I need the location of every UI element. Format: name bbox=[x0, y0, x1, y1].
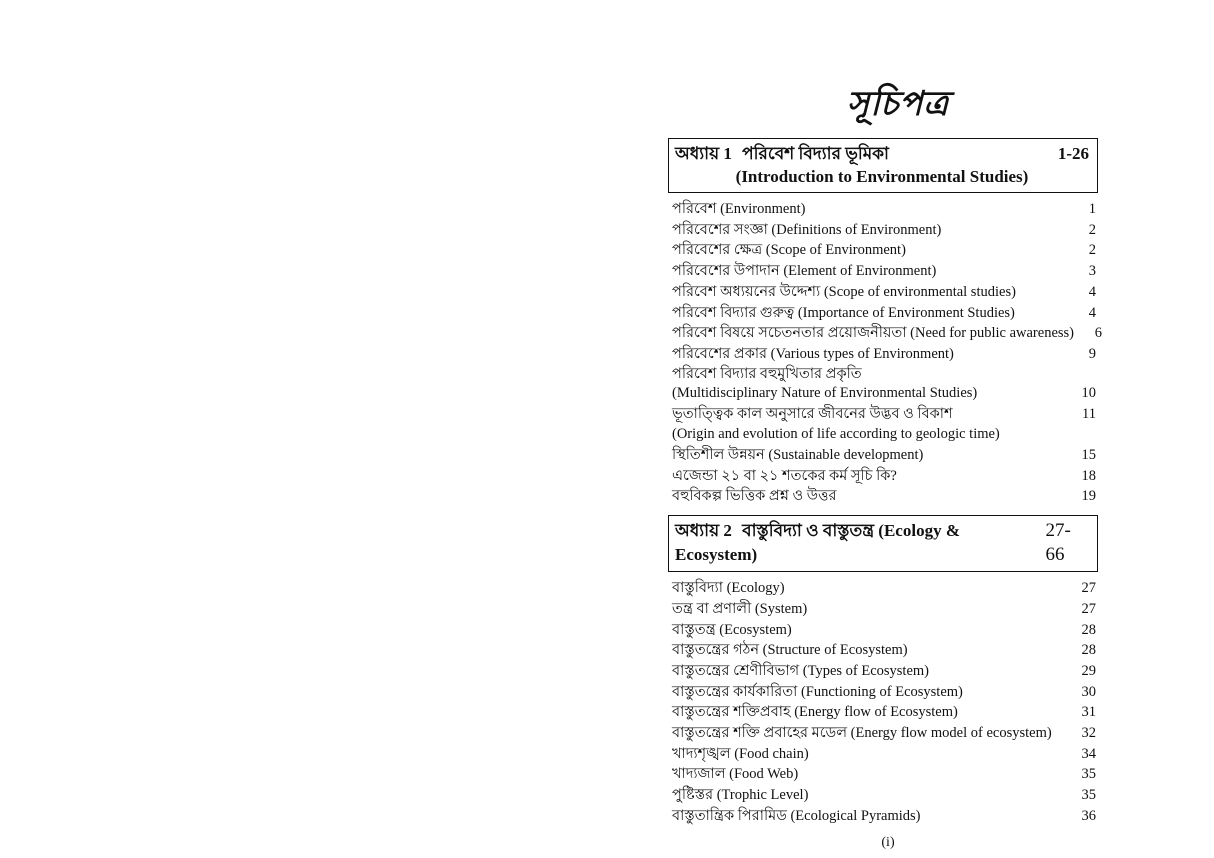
contents-page bbox=[668, 80, 1103, 851]
toc-entry[interactable] bbox=[672, 282, 1098, 303]
toc-entry[interactable] bbox=[672, 261, 1098, 282]
toc-entry-text: পরিবেশ বিষয়ে সচেতনতার প্রয়োজনীয়তা (Need for public awareness) bbox=[672, 325, 1075, 342]
toc-entry-page: 10 bbox=[1081, 384, 1096, 401]
toc-entry[interactable] bbox=[672, 220, 1098, 241]
toc-entry-text-line2: (Multidisciplinary Nature of Environmental Studies) bbox=[672, 385, 978, 402]
chapter-1-entries bbox=[668, 199, 1103, 507]
toc-entry-text: পরিবেশের সংজ্ঞা (Definitions of Environment) bbox=[672, 221, 942, 238]
toc-entry[interactable] bbox=[672, 640, 1098, 661]
toc-entry-text-line1: ভূতাত্ত্বিক কাল অনুসারে জীবনের উদ্ভব ও বিকাশ bbox=[672, 405, 953, 422]
toc-entry[interactable] bbox=[672, 723, 1098, 744]
toc-entry-page: 29 bbox=[1081, 662, 1096, 679]
toc-entry-page: 18 bbox=[1081, 467, 1096, 484]
toc-entry-text: পরিবেশ অধ্যয়নের উদ্দেশ্য (Scope of environmental studies) bbox=[672, 283, 1016, 300]
toc-entry[interactable] bbox=[672, 599, 1098, 620]
toc-entry-page: 28 bbox=[1081, 621, 1096, 638]
toc-entry-page: 19 bbox=[1081, 488, 1096, 505]
page-number: (i) bbox=[881, 834, 895, 850]
chapter-1-range: 1-26 bbox=[1057, 144, 1089, 163]
toc-entry-text: খাদ্যশৃঙ্খল (Food chain) bbox=[672, 745, 809, 762]
toc-entry[interactable] bbox=[672, 702, 1098, 723]
toc-entry-page: 4 bbox=[1088, 304, 1096, 321]
page-title: সূচিপত্র bbox=[846, 86, 950, 123]
toc-entry-page: 34 bbox=[1081, 745, 1096, 762]
chapter-1-title-bn: পরিবেশ বিদ্যার ভূমিকা bbox=[742, 144, 889, 163]
toc-entry-multidisciplinary[interactable] bbox=[672, 365, 1098, 404]
toc-entry[interactable] bbox=[672, 486, 1098, 507]
toc-entry[interactable] bbox=[672, 806, 1098, 827]
toc-entry-text: বাস্তুতন্ত্রের শক্তি প্রবাহের মডেল (Energy flow model of ecosystem) bbox=[672, 725, 1052, 742]
toc-entry-text: বাস্তুতন্ত্রের কার্যকারিতা (Functioning of Ecosystem) bbox=[672, 683, 963, 700]
toc-entry-page: 31 bbox=[1081, 704, 1096, 721]
toc-entry-page: 9 bbox=[1088, 345, 1096, 362]
toc-entry-text-line1: পরিবেশ বিদ্যার বহুমুখিতার প্রকৃতি bbox=[672, 365, 862, 382]
toc-entry[interactable] bbox=[672, 199, 1098, 220]
toc-entry[interactable] bbox=[672, 785, 1098, 806]
toc-entry-page: 32 bbox=[1081, 725, 1096, 742]
toc-entry[interactable] bbox=[672, 661, 1098, 682]
toc-entry-text: বাস্তুতন্ত্রের গঠন (Structure of Ecosystem) bbox=[672, 642, 908, 659]
toc-entry-page: 3 bbox=[1088, 263, 1096, 280]
toc-entry-text: স্থিতিশীল উন্নয়ন (Sustainable development) bbox=[672, 447, 924, 464]
toc-entry[interactable] bbox=[672, 620, 1098, 641]
toc-entry-page: 35 bbox=[1081, 787, 1096, 804]
toc-entry[interactable] bbox=[672, 323, 1103, 344]
toc-entry-page: 2 bbox=[1088, 242, 1096, 259]
toc-entry-text-line2: (Origin and evolution of life according to geologic time) bbox=[672, 426, 1000, 443]
toc-entry-text: পরিবেশ বিদ্যার গুরুত্ব (Importance of Environment Studies) bbox=[672, 304, 1015, 321]
toc-entry-text: এজেন্ডা ২১ বা ২১ শতকের কর্ম সূচি কি? bbox=[672, 467, 897, 484]
toc-entry-page: 1 bbox=[1088, 201, 1096, 217]
toc-entry-text: পরিবেশ (Environment) bbox=[672, 201, 806, 217]
toc-entry-text: বাস্তুতান্ত্রিক পিরামিড (Ecological Pyramids) bbox=[672, 807, 921, 824]
toc-entry-page: 11 bbox=[1082, 405, 1096, 422]
toc-entry-page: 28 bbox=[1081, 642, 1096, 659]
chapter-1-title-en: (Introduction to Environmental Studies) bbox=[735, 167, 1029, 186]
toc-entry-text: বাস্তুতন্ত্রের শ্রেণীবিভাগ (Types of Ecosystem) bbox=[672, 662, 930, 679]
toc-entry-page: 6 bbox=[1094, 325, 1103, 342]
toc-entry-text: বাস্তুতন্ত্রের শক্তিপ্রবাহ (Energy flow of Ecosystem) bbox=[672, 704, 958, 721]
toc-entry-page: 36 bbox=[1081, 807, 1096, 824]
toc-entry-page: 15 bbox=[1081, 447, 1096, 464]
chapter-2-label: অধ্যায় 2 bbox=[675, 521, 732, 541]
toc-entry-text: বাস্তুতন্ত্র (Ecosystem) bbox=[672, 621, 792, 638]
toc-entry-page: 35 bbox=[1081, 766, 1096, 783]
chapter-1-header bbox=[668, 138, 1098, 193]
toc-entry-text: পুষ্টিস্তর (Trophic Level) bbox=[672, 787, 809, 804]
chapter-2-range: 27-66 bbox=[1045, 520, 1071, 566]
toc-entry[interactable] bbox=[672, 240, 1098, 261]
toc-entry-text: পরিবেশের উপাদান (Element of Environment) bbox=[672, 263, 937, 280]
toc-entry-text: পরিবেশের ক্ষেত্র (Scope of Environment) bbox=[672, 242, 906, 259]
chapter-2-title: বাস্তুবিদ্যা ও বাস্তুতন্ত্র (Ecology & Ecosystem) bbox=[675, 521, 960, 565]
toc-entry[interactable] bbox=[672, 744, 1098, 765]
toc-entry-page: 27 bbox=[1081, 580, 1096, 597]
toc-entry[interactable] bbox=[672, 682, 1098, 703]
chapter-2-entries bbox=[668, 578, 1098, 826]
toc-entry-origin[interactable] bbox=[672, 404, 1098, 445]
toc-entry-page: 4 bbox=[1088, 283, 1096, 300]
toc-entry[interactable] bbox=[672, 466, 1098, 487]
toc-entry[interactable] bbox=[672, 344, 1098, 365]
toc-entry[interactable] bbox=[672, 445, 1098, 466]
toc-entry[interactable] bbox=[672, 578, 1098, 599]
chapter-2-header bbox=[668, 515, 1098, 572]
toc-entry-page: 27 bbox=[1081, 600, 1096, 617]
toc-entry-page: 2 bbox=[1088, 221, 1096, 238]
toc-entry-text: খাদ্যজাল (Food Web) bbox=[672, 766, 799, 783]
toc-entry[interactable] bbox=[672, 764, 1098, 785]
toc-entry-page: 30 bbox=[1081, 683, 1096, 700]
toc-entry[interactable] bbox=[672, 303, 1098, 324]
toc-entry-text: বহুবিকল্প ভিত্তিক প্রশ্ন ও উত্তর bbox=[672, 488, 837, 505]
toc-entry-text: তন্ত্র বা প্রণালী (System) bbox=[672, 600, 808, 617]
toc-entry-text: বাস্তুবিদ্যা (Ecology) bbox=[672, 580, 785, 597]
toc-entry-text: পরিবেশের প্রকার (Various types of Environment) bbox=[672, 345, 954, 362]
chapter-1-label: অধ্যায় 1 bbox=[675, 144, 732, 163]
